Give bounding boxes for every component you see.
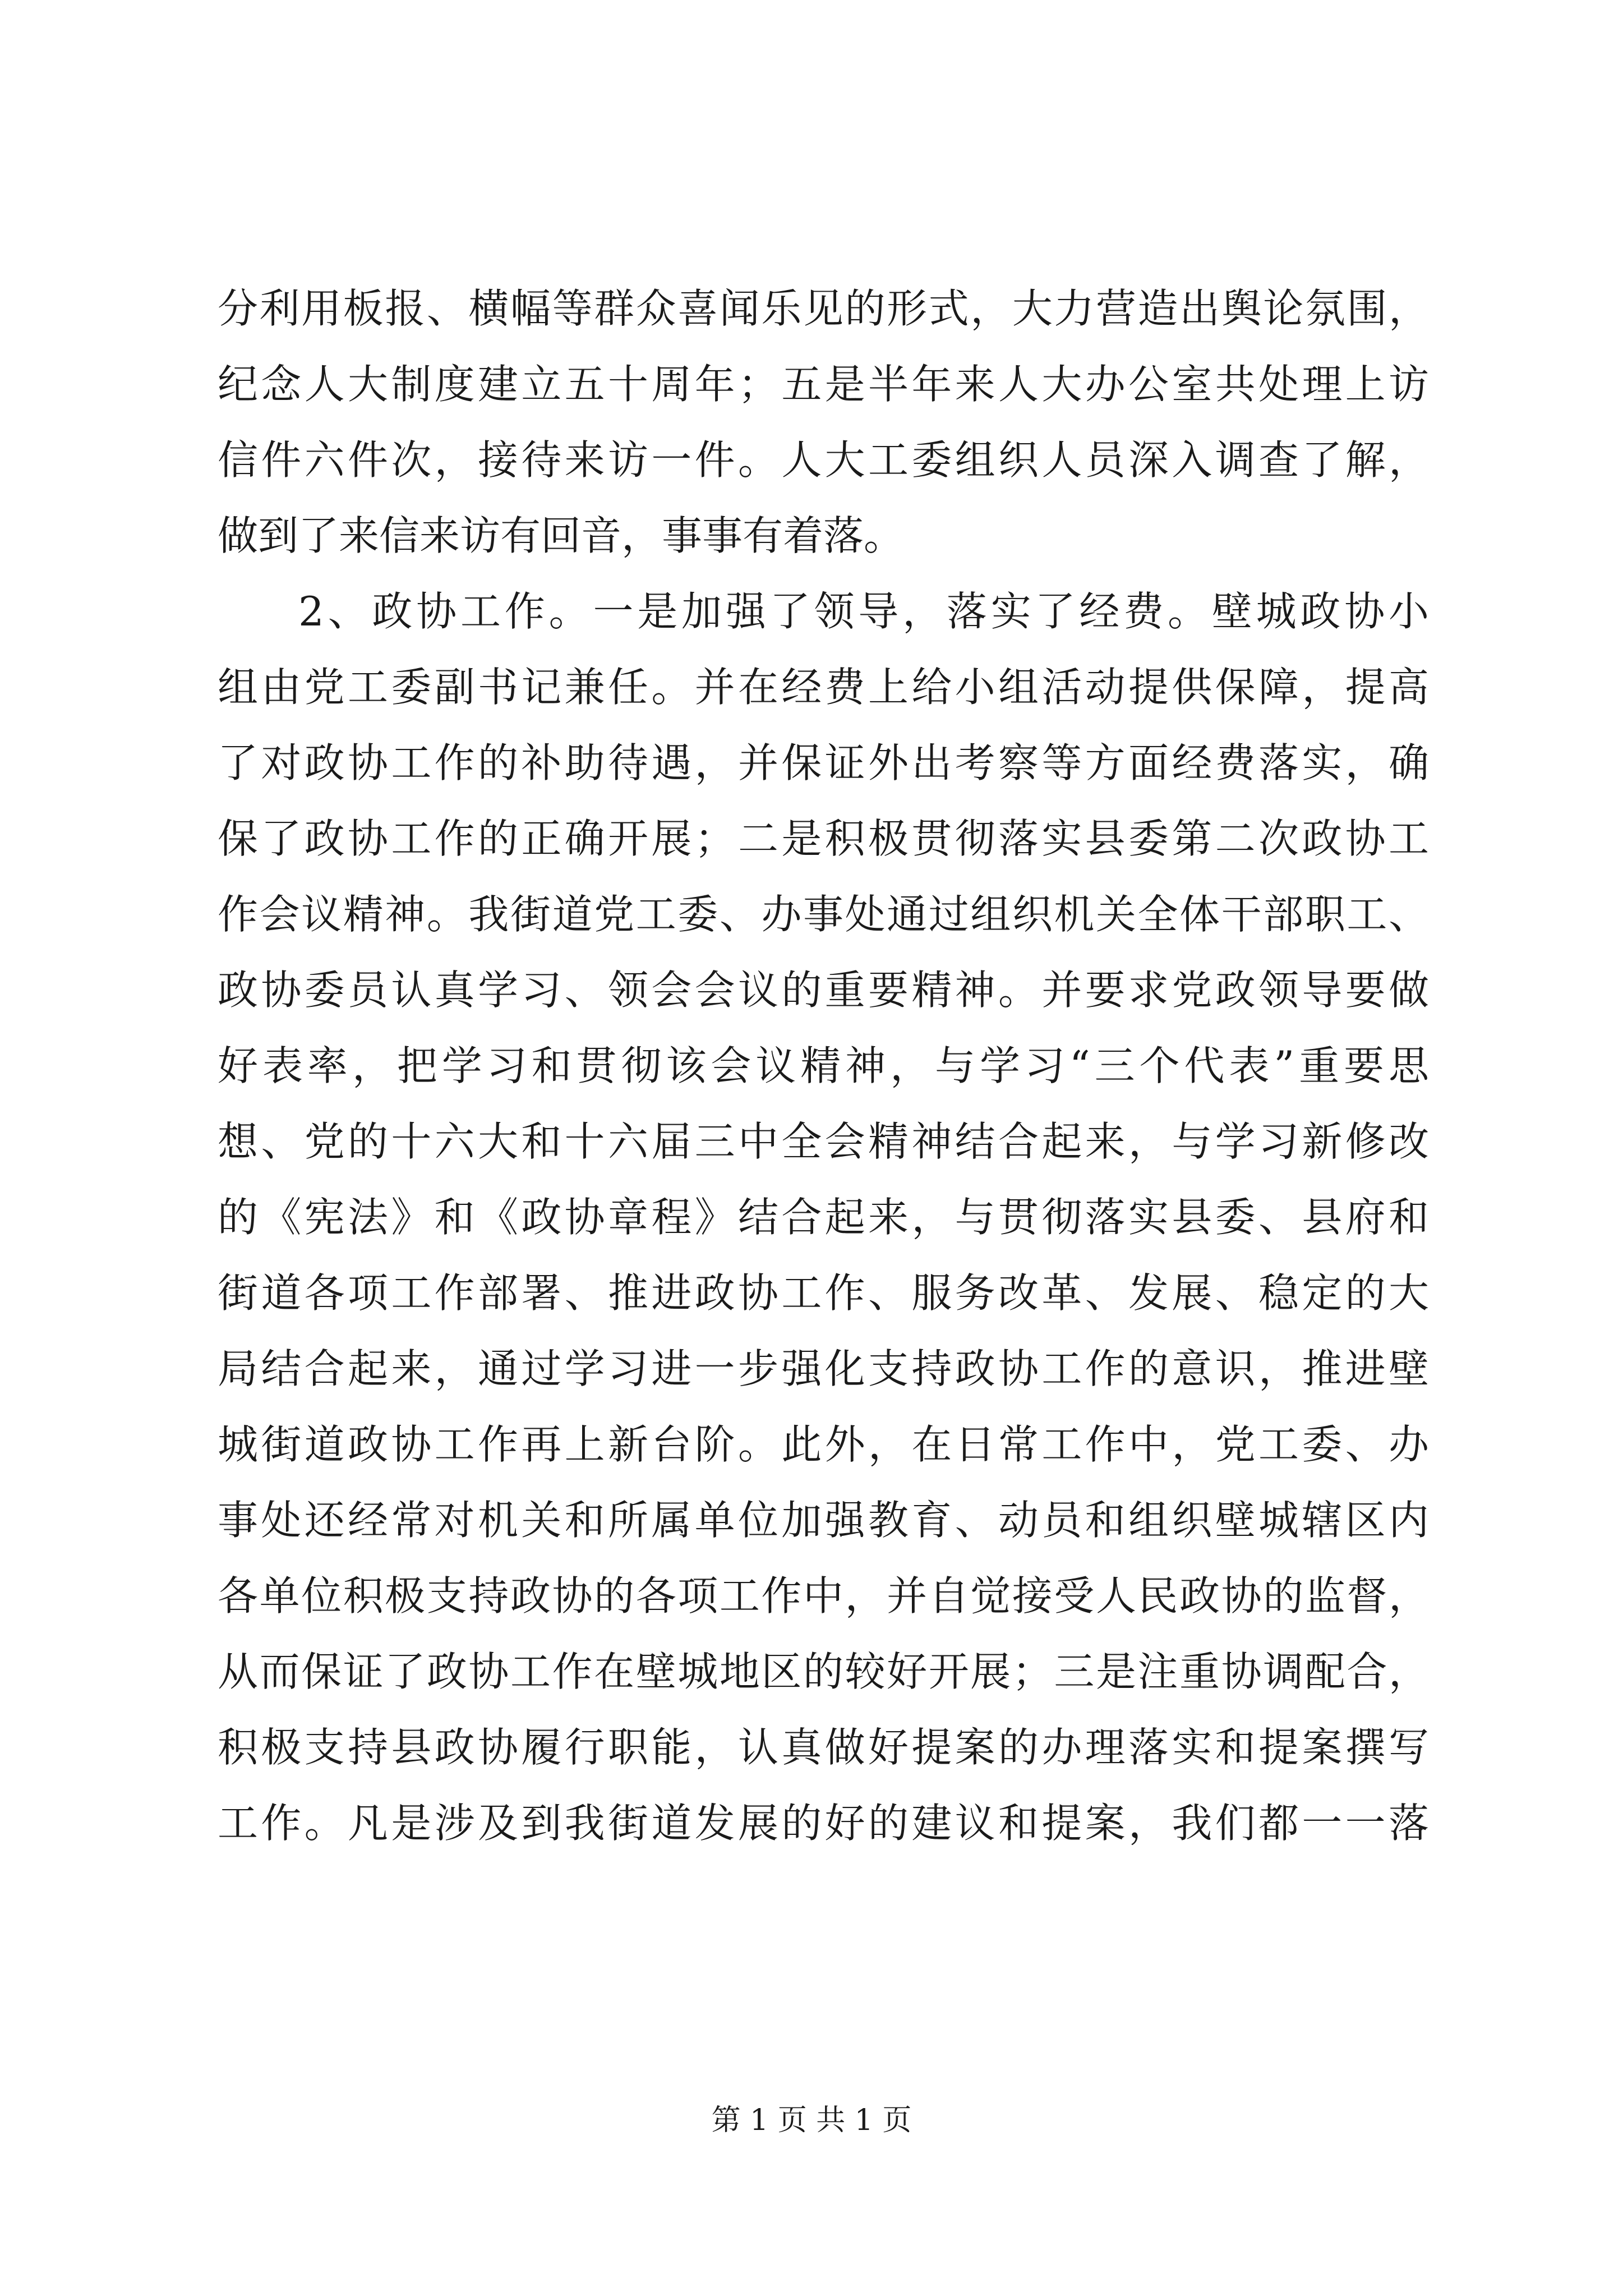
paragraph-line: 信件六件次，接待来访一件。人大工委组织人员深入调查了解， (218, 436, 1429, 484)
page-footer: 第 1 页 共 1 页 (711, 2104, 912, 2137)
paragraph-line: 分利用板报、横幅等群众喜闻乐见的形式，大力营造出舆论氛围， (218, 285, 1429, 332)
paragraph-line: 城街道政协工作再上新台阶。此外，在日常工作中，党工委、办 (218, 1421, 1429, 1468)
paragraph-line: 工作。凡是涉及到我街道发展的好的建议和提案，我们都一一落 (218, 1800, 1429, 1847)
paragraph-line: 各单位积极支持政协的各项工作中，并自觉接受人民政协的监督， (218, 1572, 1429, 1619)
paragraph-line: 做到了来信来访有回音，事事有着落。 (218, 512, 905, 559)
paragraph-line: 的《宪法》和《政协章程》结合起来，与贯彻落实县委、县府和 (218, 1194, 1429, 1241)
paragraph-line: 事处还经常对机关和所属单位加强教育、动员和组织壁城辖区内 (218, 1497, 1429, 1544)
paragraph-line: 2、政协工作。一是加强了领导，落实了经费。壁城政协小 (298, 588, 1429, 635)
paragraph-line: 好表率，把学习和贯彻该会议精神，与学习“三个代表”重要思 (218, 1042, 1429, 1089)
paragraph-line: 了对政协工作的补助待遇，并保证外出考察等方面经费落实，确 (218, 739, 1429, 786)
paragraph-line: 局结合起来，通过学习进一步强化支持政协工作的意识，推进壁 (218, 1345, 1429, 1392)
paragraph-line: 街道各项工作部署、推进政协工作、服务改革、发展、稳定的大 (218, 1269, 1429, 1317)
paragraph-line: 积极支持县政协履行职能，认真做好提案的办理落实和提案撰写 (218, 1724, 1429, 1771)
paragraph-line: 从而保证了政协工作在壁城地区的较好开展；三是注重协调配合， (218, 1648, 1429, 1695)
paragraph-line: 作会议精神。我街道党工委、办事处通过组织机关全体干部职工、 (218, 891, 1429, 938)
paragraph-line: 想、党的十六大和十六届三中全会精神结合起来，与学习新修改 (218, 1118, 1429, 1165)
paragraph-line: 政协委员认真学习、领会会议的重要精神。并要求党政领导要做 (218, 967, 1429, 1014)
paragraph-line: 组由党工委副书记兼任。并在经费上给小组活动提供保障，提高 (218, 664, 1429, 711)
paragraph-line: 保了政协工作的正确开展；二是积极贯彻落实县委第二次政协工 (218, 815, 1429, 862)
paragraph-line: 纪念人大制度建立五十周年；五是半年来人大办公室共处理上访 (218, 361, 1429, 408)
